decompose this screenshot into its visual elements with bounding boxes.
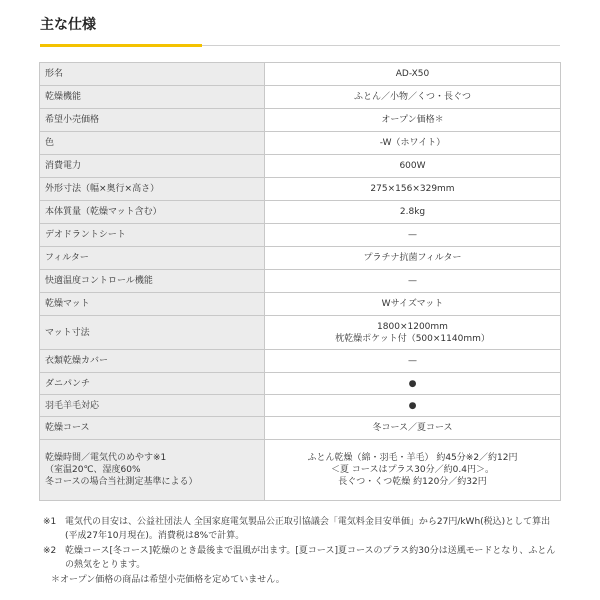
spec-label: 衣類乾燥カバー <box>40 350 265 373</box>
page-title: 主な仕様 <box>40 17 96 33</box>
spec-value-line: ふとん乾燥（綿・羽毛・羊毛） 約45分※2／約12円 <box>307 453 518 463</box>
spec-value: ● <box>265 395 561 417</box>
spec-row-deodorant-sheet <box>40 224 561 247</box>
footnote-1 <box>43 515 560 543</box>
spec-value: 275×156×329mm <box>265 178 561 201</box>
spec-label-line: （室温20℃、湿度60% <box>45 465 141 475</box>
spec-label: 形名 <box>40 63 265 86</box>
spec-row-dimensions <box>40 178 561 201</box>
spec-row-price <box>40 109 561 132</box>
footnote-mark: ※2 <box>43 546 57 556</box>
spec-label: 消費電力 <box>40 155 265 178</box>
spec-row-drying-course <box>40 417 561 440</box>
spec-value-line: 枕乾燥ポケット付（500×1140mm） <box>335 333 490 344</box>
spec-label: 外形寸法（幅×奥行×高さ） <box>40 178 265 201</box>
footnote-text: 乾燥コース[冬コース]乾燥のとき最後まで温風が出ます。[夏コース]夏コースのプラス約30分は送風モードとなり、ふとんの熱気をとります。 <box>65 546 556 570</box>
spec-value: — <box>265 350 561 373</box>
spec-row-power <box>40 155 561 178</box>
spec-value: 2.8kg <box>265 201 561 224</box>
spec-row-temperature-control <box>40 270 561 293</box>
spec-label: デオドラントシート <box>40 224 265 247</box>
footnotes <box>43 515 560 588</box>
spec-row-drying-time <box>40 440 561 501</box>
spec-label: 羽毛羊毛対応 <box>40 395 265 417</box>
spec-value-line: 長ぐつ・くつ乾燥 約120分／約32円 <box>338 477 487 487</box>
spec-label <box>40 440 265 501</box>
spec-value: プラチナ抗菌フィルター <box>265 247 561 270</box>
spec-value: 冬コース／夏コース <box>265 417 561 440</box>
spec-row-down-wool <box>40 395 561 417</box>
spec-row-model <box>40 63 561 86</box>
spec-label: 乾燥コース <box>40 417 265 440</box>
spec-label: 乾燥機能 <box>40 86 265 109</box>
footnote-3 <box>43 573 560 587</box>
spec-label: 本体質量（乾燥マット含む） <box>40 201 265 224</box>
spec-row-mat-size <box>40 316 561 350</box>
spec-row-filter <box>40 247 561 270</box>
spec-row-drying-function <box>40 86 561 109</box>
spec-row-drying-mat <box>40 293 561 316</box>
spec-table <box>39 62 561 501</box>
footnote-text: オープン価格の商品は希望小売価格を定めていません。 <box>60 575 285 585</box>
spec-row-color <box>40 132 561 155</box>
spec-value: オープン価格＊ <box>265 109 561 132</box>
spec-label: 乾燥マット <box>40 293 265 316</box>
spec-row-clothes-cover <box>40 350 561 373</box>
spec-label: フィルター <box>40 247 265 270</box>
footnote-text: 電気代の目安は、公益社団法人 全国家庭電気製品公正取引協議会「電気料金目安単価」から27円/kWh(税込)として算出(平成27年10月現在)。消費税は8%で計算。 <box>65 517 551 541</box>
footnote-mark: ※1 <box>43 517 57 527</box>
footnote-mark: ＊ <box>51 575 61 585</box>
spec-value: AD-X50 <box>265 63 561 86</box>
spec-label-line: 冬コースの場合当社測定基準による） <box>45 477 198 487</box>
spec-value-line: 1800×1200mm <box>377 321 448 332</box>
spec-label: 希望小売価格 <box>40 109 265 132</box>
spec-label: マット寸法 <box>40 316 265 350</box>
spec-label-line: 乾燥時間／電気代のめやす※1 <box>45 453 167 463</box>
footnote-2 <box>43 544 560 572</box>
spec-label: ダニパンチ <box>40 373 265 395</box>
spec-value <box>265 440 561 501</box>
spec-label: 色 <box>40 132 265 155</box>
spec-value: ふとん／小物／くつ・長ぐつ <box>265 86 561 109</box>
spec-label: 快適温度コントロール機能 <box>40 270 265 293</box>
spec-value <box>265 316 561 350</box>
spec-value: — <box>265 270 561 293</box>
spec-value: 600W <box>265 155 561 178</box>
spec-row-dani-punch <box>40 373 561 395</box>
spec-value: ● <box>265 373 561 395</box>
spec-value: — <box>265 224 561 247</box>
title-accent-bar <box>40 44 202 47</box>
spec-value-line: ＜夏 コースはプラス30分／約0.4円＞。 <box>331 465 494 475</box>
spec-value: Wサイズマット <box>265 293 561 316</box>
spec-row-weight <box>40 201 561 224</box>
spec-value: -W（ホワイト） <box>265 132 561 155</box>
